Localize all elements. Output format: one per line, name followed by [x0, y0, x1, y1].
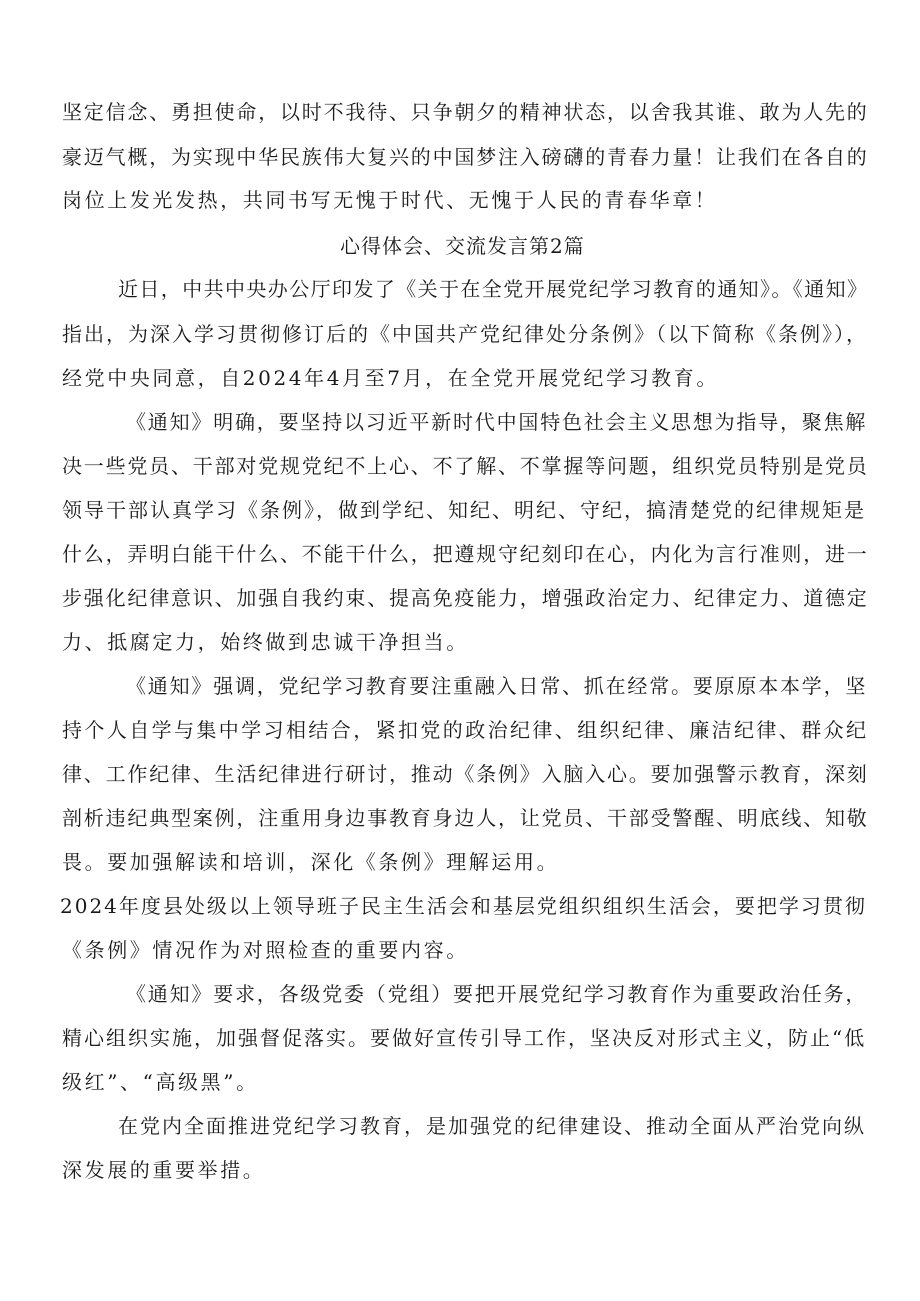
paragraph-line: 《条例》情况作为对照检查的重要内容。 [62, 938, 469, 962]
paragraph-line: 律、工作纪律、生活纪律进行研讨，推动《条例》入脑入心。要加强警示教育，深刻 [62, 762, 869, 786]
intro-line: 岗位上发光发热，共同书写无愧于时代、无愧于人民的青春华章！ [62, 188, 718, 212]
intro-line: 坚定信念、勇担使命，以时不我待、只争朝夕的精神状态，以舍我其谁、敢为人先的 [62, 100, 869, 124]
paragraph-line: 《通知》要求，各级党委（党组）要把开展党纪学习教育作为重要政治任务， [126, 982, 868, 1006]
paragraph-line: 指出，为深入学习贯彻修订后的《中国共产党纪律处分条例》（以下简称《条例》）， [62, 322, 868, 346]
paragraph-line: 精心组织实施，加强督促落实。要做好宣传引导工作，坚决反对形式主义，防止“低 [62, 1026, 867, 1050]
section-title: 心得体会、交流发言第2篇 [340, 234, 585, 258]
paragraph-line: 《通知》强调，党纪学习教育要注重融入日常、抓在经常。要原原本本学，坚 [126, 674, 868, 698]
paragraph-line: 领导干部认真学习《条例》，做到学纪、知纪、明纪、守纪，搞清楚党的纪律规矩是 [62, 498, 866, 522]
paragraph-line: 持个人自学与集中学习相结合，紧扣党的政治纪律、组织纪律、廉洁纪律、群众纪 [62, 718, 869, 742]
paragraph-line: 什么，弄明白能干什么、不能干什么，把遵规守纪刻印在心，内化为言行准则，进一 [62, 542, 869, 566]
paragraph-line: 级红”、“高级黑”。 [62, 1070, 259, 1094]
paragraph-line: 深发展的重要举措。 [62, 1158, 266, 1182]
paragraph-line: 剖析违纪典型案例，注重用身边事教育身边人，让党员、干部受警醒、明底线、知敬 [62, 806, 869, 830]
paragraph-line: 决一些党员、干部对党规党纪不上心、不了解、不掌握等问题，组织党员特别是党员 [62, 454, 869, 478]
paragraph-line: 步强化纪律意识、加强自我约束、提高免疫能力，增强政治定力、纪律定力、道德定 [62, 586, 869, 610]
paragraph-line: 在党内全面推进党纪学习教育，是加强党的纪律建设、推动全面从严治党向纵 [118, 1114, 866, 1138]
paragraph-line: 2024年度县处级以上领导班子民主生活会和基层党组织组织生活会，要把学习贯彻 [60, 894, 867, 918]
intro-line: 豪迈气概，为实现中华民族伟大复兴的中国梦注入磅礴的青春力量！让我们在各自的 [62, 145, 869, 169]
paragraph-line: 《通知》明确，要坚持以习近平新时代中国特色社会主义思想为指导，聚焦解 [126, 410, 868, 434]
paragraph-line: 畏。要加强解读和培训，深化《条例》理解运用。 [62, 850, 560, 874]
paragraph-line: 力、抵腐定力，始终做到忠诚干净担当。 [62, 630, 469, 654]
paragraph-line: 经党中央同意，自2024年4月至7月，在全党开展党纪学习教育。 [62, 366, 719, 390]
paragraph-line: 近日，中共中央办公厅印发了《关于在全党开展党纪学习教育的通知》。《通知》 [118, 277, 869, 301]
